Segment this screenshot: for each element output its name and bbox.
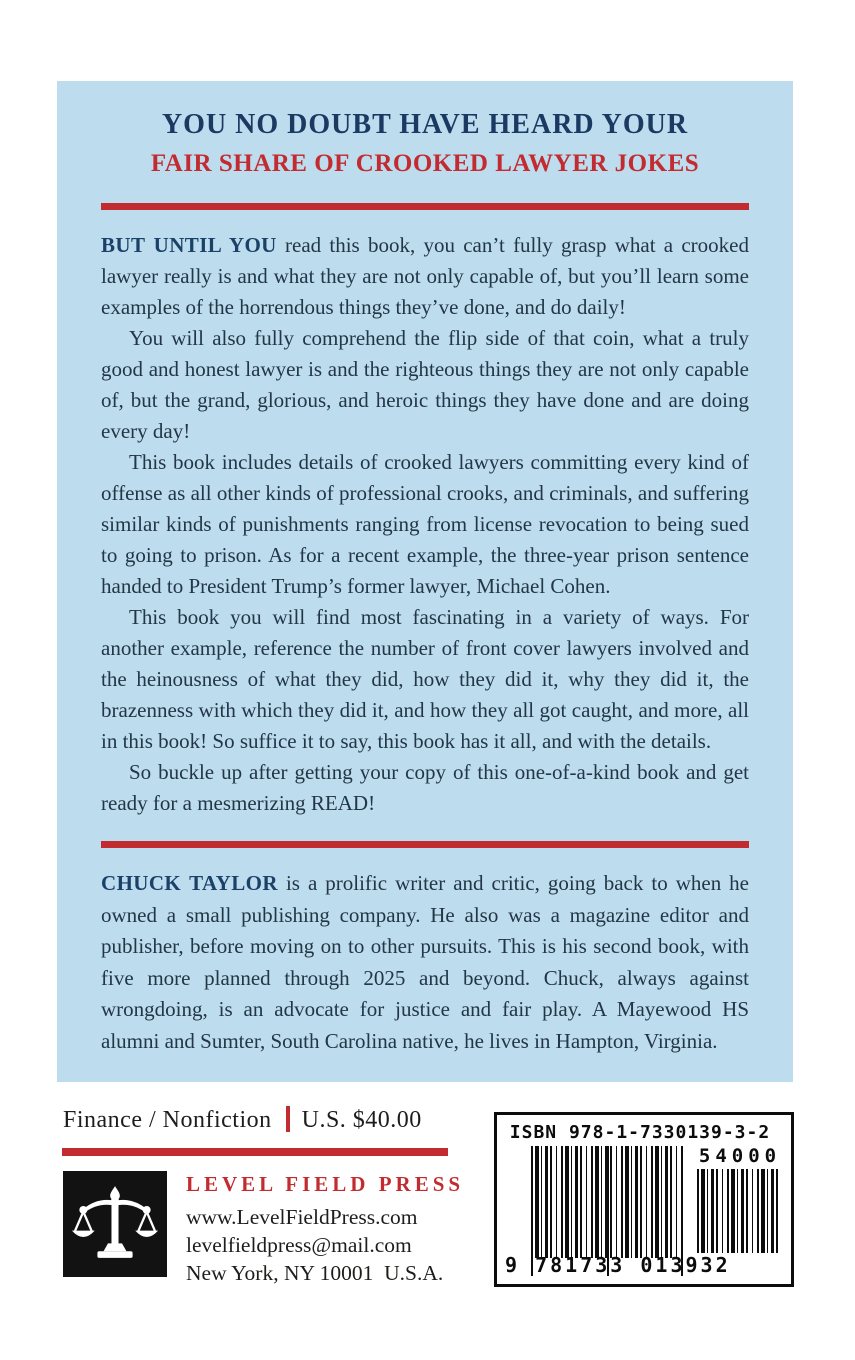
price-label: U.S. $40.00: [301, 1107, 422, 1133]
top-divider-rule: [101, 203, 749, 210]
category-label: Finance / Nonfiction: [63, 1107, 272, 1133]
scales-of-justice-icon: [71, 1180, 159, 1268]
category-price-line: [63, 1106, 422, 1134]
paragraph-lead-in: BUT UNTIL YOU: [101, 233, 277, 257]
barcode-addon-bars: [697, 1169, 779, 1253]
footer-rule: [62, 1148, 448, 1156]
publisher-email: levelfieldpress@mail.com: [186, 1233, 412, 1257]
synopsis-paragraph: [101, 230, 749, 323]
publisher-logo: [63, 1171, 167, 1277]
synopsis: [101, 230, 749, 819]
category-price-divider: [286, 1106, 290, 1132]
author-bio: [101, 868, 749, 1057]
synopsis-paragraph: This book you will find most fascinating in a variety of ways. For another example, reference the number of front cover lawyers involved and the heinousness of what they did, how they did it, why they did it, the brazenness with which they did it, and how they all got caught, and more, all in this book! So suffice it to say, this book has it all, and with the details.: [101, 605, 749, 753]
publisher-block: [186, 1172, 486, 1287]
bottom-divider-rule: [101, 841, 749, 848]
blurb-panel: [57, 81, 793, 1082]
publisher-website: www.LevelFieldPress.com: [186, 1205, 418, 1229]
author-name: CHUCK TAYLOR: [101, 871, 278, 895]
barcode-price-code: 54000: [698, 1145, 782, 1167]
headline-line1: YOU NO DOUBT HAVE HEARD YOUR: [161, 109, 689, 140]
barcode: [494, 1112, 794, 1287]
headline-line2: FAIR SHARE OF CROOKED LAWYER JOKES: [150, 150, 700, 177]
synopsis-paragraph: This book includes details of crooked lawyers committing every kind of offense as all other kinds of professional crooks, and criminals, and suffering similar kinds of punishments ranging from license revocation to being sued to going to prison. As for a recent example, the three-year prison sentence handed to President Trump’s former lawyer, Michael Cohen.: [101, 450, 749, 598]
headline: [101, 107, 749, 181]
paragraph-text: read this book, you can’t fully grasp what a crooked lawyer really is and what they are not only capable of, but you’ll learn some examples of the horrendous things they’ve done, and do daily!: [101, 233, 749, 319]
author-bio-text: is a prolific writer and critic, going back to when he owned a small publishing company. He also was a magazine editor and publisher, before moving on to other pursuits. This is his second book, with five more planned through 2025 and beyond. Chuck, always against wrongdoing, is an advocate for justice and fair play. A Mayewood HS alumni and Sumter, South Carolina native, he lives in Hampton, Virginia.: [101, 871, 750, 1053]
isbn-label: ISBN 978-1-7330139-3-2: [509, 1122, 771, 1143]
synopsis-paragraph: So buckle up after getting your copy of this one-of-a-kind book and get ready for a mesmerizing READ!: [101, 760, 749, 815]
synopsis-paragraph: You will also fully comprehend the flip side of that coin, what a truly good and honest lawyer is and the righteous things they are not only capable of, but the grand, glorious, and heroic things they have done and are doing every day!: [101, 326, 749, 443]
barcode-digits: 9 781733 013932: [505, 1253, 731, 1277]
publisher-name: LEVEL FIELD PRESS: [186, 1172, 465, 1196]
publisher-address: New York, NY 10001 U.S.A.: [186, 1261, 444, 1285]
